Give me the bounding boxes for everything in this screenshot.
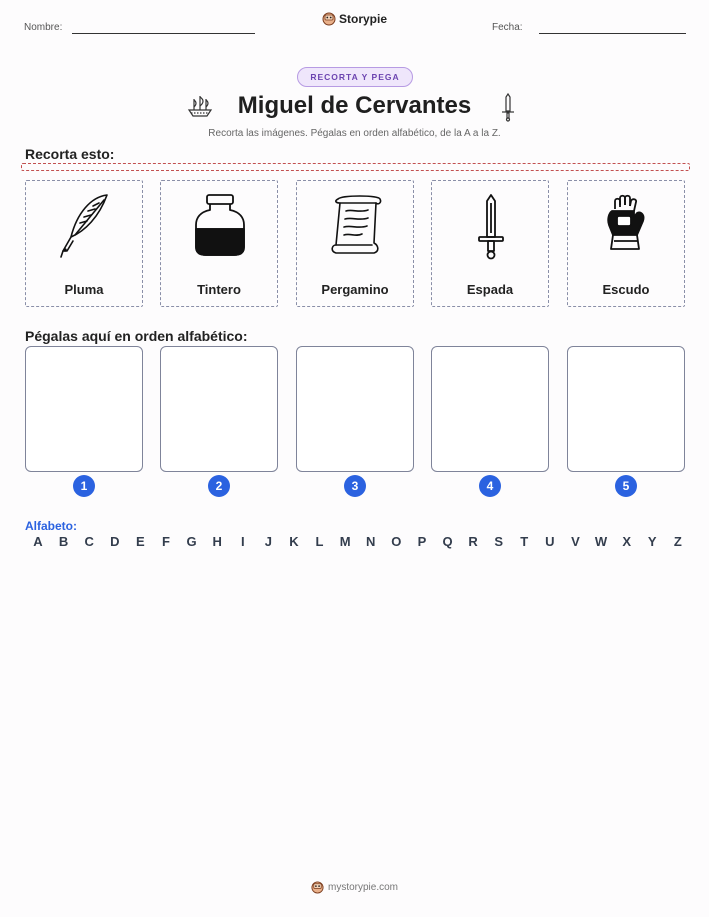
footer-url[interactable]: mystorypie.com [327, 882, 398, 893]
scroll-icon [326, 189, 386, 265]
paste-slot-2[interactable] [160, 346, 278, 472]
card-label: Pergamino [321, 282, 389, 297]
alphabet-letter: J [264, 534, 272, 549]
card-label: Pluma [64, 282, 104, 297]
alphabet-letter: B [58, 534, 69, 549]
brand-name: Storypie [338, 12, 387, 26]
slot-number-badge: 4 [479, 475, 501, 497]
card-label: Espada [466, 282, 514, 297]
storypie-mascot-icon [322, 12, 336, 26]
alphabet-letter: D [110, 534, 120, 549]
paste-slot-5[interactable] [567, 346, 685, 472]
slot-number-badge: 5 [615, 475, 637, 497]
alphabet-letter: P [417, 534, 427, 549]
alphabet-letter: N [366, 534, 376, 549]
alphabet-letter: C [84, 534, 94, 549]
paste-slot-4[interactable] [431, 346, 549, 472]
slot-number-badge: 1 [73, 475, 95, 497]
alphabet-letter: U [545, 534, 555, 549]
alphabet-letter: H [212, 534, 222, 549]
paste-section-title: Pégalas aquí en orden alfabético: [25, 328, 248, 344]
alphabet-letter: E [136, 534, 145, 549]
card-label: Tintero [197, 282, 241, 297]
card-label: Escudo [602, 282, 650, 297]
alphabet-letter: V [571, 534, 580, 549]
alphabet-letter: K [289, 534, 299, 549]
cut-section-title: Recorta esto: [25, 146, 115, 162]
alphabet-letter: F [161, 534, 170, 549]
slot-number-badge: 3 [344, 475, 366, 497]
gauntlet-icon [597, 189, 657, 265]
alphabet-letter: Z [673, 534, 682, 549]
date-field-line[interactable] [539, 33, 686, 34]
cutout-card-pergamino[interactable] [296, 180, 414, 307]
cutout-card-pluma[interactable] [25, 180, 143, 307]
alphabet-title: Alfabeto: [25, 519, 77, 533]
date-label: Fecha: [492, 22, 523, 33]
instructions: Recorta las imágenes. Pégalas en orden alfabético, de la A a la Z. [208, 128, 501, 139]
quill-icon [55, 189, 115, 265]
paste-slot-3[interactable] [296, 346, 414, 472]
sword-icon [461, 189, 521, 265]
alphabet-letter: A [33, 534, 43, 549]
footer [0, 881, 709, 897]
storypie-mascot-icon [311, 881, 324, 894]
brand-logo [0, 12, 709, 29]
cut-line [21, 163, 690, 171]
alphabet-letter: T [520, 534, 529, 549]
worksheet-type-tag: RECORTA Y PEGA [297, 67, 413, 87]
alphabet-letter: R [468, 534, 478, 549]
cutout-card-escudo[interactable] [567, 180, 685, 307]
page-title: Miguel de Cervantes [237, 92, 472, 119]
alphabet-letter: W [594, 534, 608, 549]
alphabet-row [31, 534, 685, 549]
name-label: Nombre: [24, 22, 63, 33]
alphabet-letter: M [339, 534, 351, 549]
inkwell-icon [190, 189, 250, 265]
alphabet-letter: I [240, 534, 245, 549]
small-sword-icon [500, 92, 516, 122]
cutout-card-espada[interactable] [431, 180, 549, 307]
paste-slot-1[interactable] [25, 346, 143, 472]
cutout-card-tintero[interactable] [160, 180, 278, 307]
alphabet-letter: Y [647, 534, 657, 549]
name-field-line[interactable] [72, 33, 255, 34]
alphabet-letter: G [186, 534, 197, 549]
alphabet-letter: Q [442, 534, 453, 549]
alphabet-letter: X [622, 534, 631, 549]
slot-number-badge: 2 [208, 475, 230, 497]
alphabet-letter: S [494, 534, 504, 549]
alphabet-letter: O [391, 534, 402, 549]
alphabet-letter: L [315, 534, 324, 549]
